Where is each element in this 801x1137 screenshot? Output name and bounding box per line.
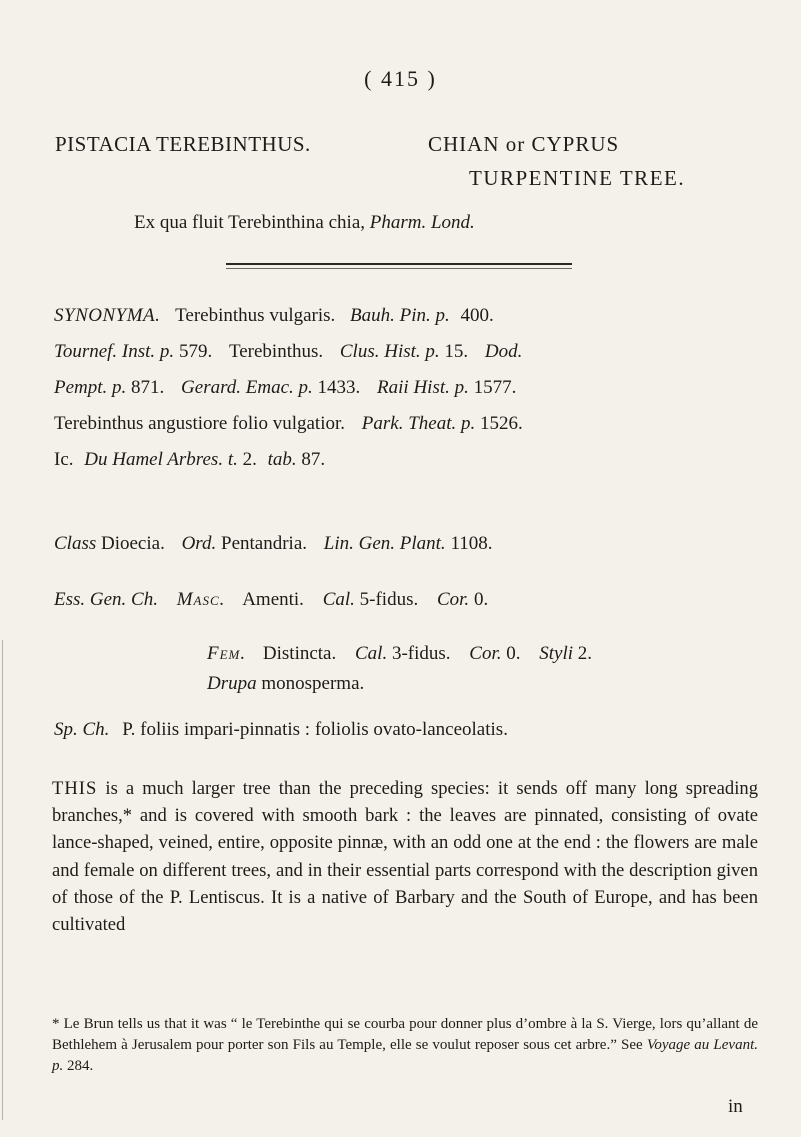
description-paragraph (52, 775, 758, 938)
description-text: is a much larger tree than the preceding species: it sends off many long spreading branches,* and is covered with smooth bark : the leaves are pinnated, consisting of ovate lance-shaped, veined, entire, opposite pinnæ, with an odd one at the end : the flowers are male and female on different trees, and in their essential parts correspond with the description given of those of the P. Lentiscus. It is a native of Barbary and the South of Europe, and has been cultivated (52, 778, 758, 936)
pharmacopoeia-source (134, 212, 475, 234)
specific-character: Sp. Ch. P. foliis impari-pinnatis : foliolis ovato-lanceolatis. (54, 719, 508, 740)
essential-character-female-fruit: Drupa monosperma. (207, 673, 365, 694)
page-edge-shadow (2, 640, 3, 1120)
footnote (52, 1014, 758, 1077)
essential-character-male: Ess. Gen. Ch. Masc. Amenti. Cal. 5-fidus. Cor. 0. (54, 589, 489, 610)
english-title-line1: CHIAN or CYPRUS (428, 132, 620, 156)
source-text: Ex qua fluit Terebinthina chia, (134, 212, 365, 233)
synonyma-line-1: SYNONYMA. Terebinthus vulgaris. Bauh. Pin. p. 400. (54, 305, 494, 326)
divider-rule (226, 263, 572, 265)
footnote-ref: Voyage au Levant. p. (52, 1037, 759, 1074)
latin-title: PISTACIA TEREBINTHUS. (55, 132, 311, 156)
synonyma-line-3: Pempt. p. 871. Gerard. Emac. p. 1433. Raii Hist. p. 1577. (54, 377, 517, 398)
footnote-page: 284. (67, 1058, 94, 1074)
synonyma-line-5: Ic. Du Hamel Arbres. t. 2. tab. 87. (54, 449, 326, 470)
drop-word: THIS (52, 778, 98, 799)
synonyma-label: SYNONYMA. (54, 305, 161, 326)
page-number: ( 415 ) (364, 66, 437, 91)
classis-line: Class Dioecia. Ord. Pentandria. Lin. Gen. Plant. 1108. (54, 533, 493, 554)
synonyma-line-4: Terebinthus angustiore folio vulgatior. Park. Theat. p. 1526. (54, 413, 523, 434)
catchword: in (728, 1096, 743, 1117)
footnote-text: * Le Brun tells us that it was “ le Terebinthe qui se courba pour donner plus d’ombre à la S. Vierge, lors qu’allant de Bethlehem à Jerusalem pour porter son Fils au Temple, elle se voulut reposer sous cet arbre.” See (52, 1016, 758, 1053)
english-title-line2: TURPENTINE TREE. (469, 166, 686, 190)
divider-rule-thin (226, 268, 572, 269)
synonyma-line-2: Tournef. Inst. p. 579. Terebinthus. Clus. Hist. p. 15. Dod. (54, 341, 523, 362)
source-ref: Pharm. Lond. (369, 212, 475, 233)
essential-character-female: Fem. Distincta. Cal. 3-fidus. Cor. 0. Styli 2. (207, 643, 593, 664)
